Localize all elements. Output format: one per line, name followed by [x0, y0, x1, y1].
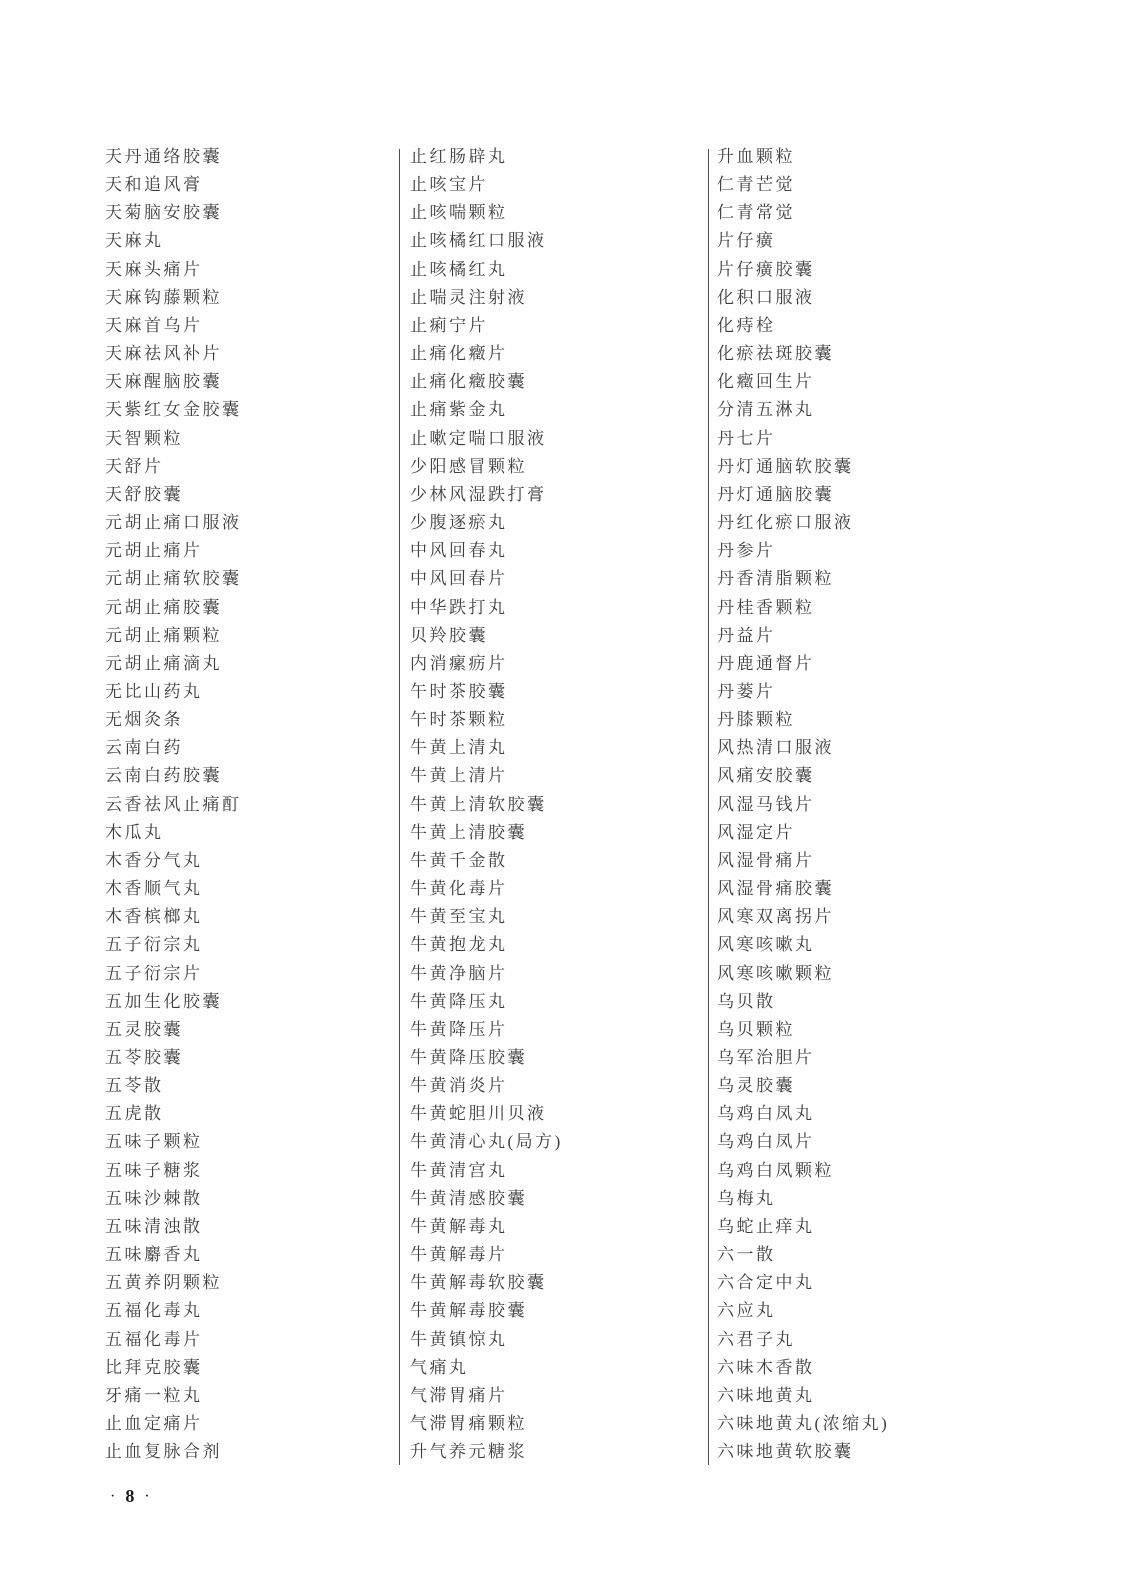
list-item: 元胡止痛颗粒	[105, 625, 222, 645]
list-item: 六君子丸	[717, 1329, 795, 1349]
list-item: 牛黄清宫丸	[410, 1160, 508, 1180]
page-number-dot-right: ·	[144, 1487, 150, 1505]
list-item: 乌蛇止痒丸	[717, 1216, 815, 1236]
list-item: 五味清浊散	[105, 1216, 203, 1236]
list-item: 五味子糖浆	[105, 1160, 203, 1180]
list-item: 止嗽定喘口服液	[410, 428, 547, 448]
list-item: 元胡止痛口服液	[105, 513, 242, 533]
list-item: 五灵胶囊	[105, 1019, 183, 1039]
list-item: 仁青芒觉	[717, 175, 795, 195]
list-item: 天丹通络胶囊	[105, 147, 222, 166]
list-item: 五子衍宗丸	[105, 935, 203, 955]
list-item: 五苓胶囊	[105, 1048, 183, 1067]
list-item: 乌灵胶囊	[717, 1076, 795, 1096]
list-item: 气滞胃痛片	[410, 1385, 508, 1405]
list-item: 牛黄解毒软胶囊	[410, 1273, 547, 1293]
list-item: 天菊脑安胶囊	[105, 203, 222, 223]
list-item: 丹红化瘀口服液	[717, 513, 854, 533]
list-item: 天麻祛风补片	[105, 344, 222, 364]
list-item: 六味地黄丸	[717, 1385, 815, 1405]
column-divider-right	[708, 149, 709, 1465]
list-item: 云南白药胶囊	[105, 766, 222, 786]
list-item: 牛黄上清胶囊	[410, 822, 527, 842]
list-item: 丹蒌片	[717, 681, 776, 701]
list-item: 牛黄至宝丸	[410, 907, 508, 927]
list-item: 木瓜丸	[105, 822, 164, 842]
list-item: 化积口服液	[717, 287, 815, 307]
index-column-1	[105, 143, 395, 1466]
list-item: 牛黄上清软胶囊	[410, 794, 547, 814]
list-item: 云香祛风止痛酊	[105, 794, 242, 814]
list-item: 六味地黄软胶囊	[717, 1442, 854, 1462]
list-item: 牛黄镇惊丸	[410, 1329, 508, 1349]
list-item: 木香分气丸	[105, 850, 203, 870]
list-item: 化癥回生片	[717, 372, 815, 392]
list-item: 云南白药	[105, 738, 183, 758]
list-item: 木香顺气丸	[105, 879, 203, 899]
list-item: 仁青常觉	[717, 203, 795, 223]
list-item: 天舒胶囊	[105, 484, 183, 504]
list-item: 五虎散	[105, 1104, 164, 1124]
list-item: 天紫红女金胶囊	[105, 400, 242, 420]
list-item: 止血复脉合剂	[105, 1442, 222, 1462]
list-item: 乌鸡白凤片	[717, 1132, 815, 1152]
list-item: 牛黄蛇胆川贝液	[410, 1104, 547, 1124]
page-number-value: 8	[125, 1486, 135, 1506]
list-item: 化瘀祛斑胶囊	[717, 344, 834, 364]
list-item: 止血定痛片	[105, 1414, 203, 1434]
list-item: 风寒咳嗽颗粒	[717, 963, 834, 983]
list-item: 六一散	[717, 1245, 776, 1265]
list-item: 化痔栓	[717, 315, 776, 335]
list-item: 五黄养阴颗粒	[105, 1273, 222, 1293]
list-item: 五加生化胶囊	[105, 991, 222, 1011]
list-item: 六味地黄丸(浓缩丸)	[717, 1414, 890, 1434]
list-item: 丹桂香颗粒	[717, 597, 815, 617]
list-item: 止咳喘颗粒	[410, 203, 508, 223]
list-item: 丹鹿通督片	[717, 653, 815, 673]
list-item: 止红肠辟丸	[410, 147, 508, 166]
list-item: 牛黄降压胶囊	[410, 1048, 527, 1067]
list-item: 止咳橘红口服液	[410, 231, 547, 251]
list-item: 牛黄清心丸(局方)	[410, 1132, 563, 1152]
list-item: 牛黄清感胶囊	[410, 1188, 527, 1208]
list-item: 天麻醒脑胶囊	[105, 372, 222, 392]
page-number-dot-left: ·	[110, 1487, 116, 1505]
list-item: 元胡止痛滴丸	[105, 653, 222, 673]
list-item: 风湿马钱片	[717, 794, 815, 814]
list-item: 五味子颗粒	[105, 1132, 203, 1152]
list-item: 六合定中丸	[717, 1273, 815, 1293]
list-item: 乌贝颗粒	[717, 1019, 795, 1039]
list-item: 止痛化癥片	[410, 344, 508, 364]
list-item: 丹参片	[717, 541, 776, 561]
list-item: 五味沙棘散	[105, 1188, 203, 1208]
list-item: 元胡止痛胶囊	[105, 597, 222, 617]
list-item: 丹香清脂颗粒	[717, 569, 834, 589]
list-item: 止痢宁片	[410, 315, 488, 335]
list-item: 升气养元糖浆	[410, 1442, 527, 1462]
list-item: 丹七片	[717, 428, 776, 448]
list-item: 丹益片	[717, 625, 776, 645]
list-item: 六味木香散	[717, 1357, 815, 1377]
list-item: 天麻钩藤颗粒	[105, 287, 222, 307]
list-item: 天麻首乌片	[105, 315, 203, 335]
list-item: 五福化毒片	[105, 1329, 203, 1349]
list-item: 牛黄降压丸	[410, 991, 508, 1011]
list-item: 气滞胃痛颗粒	[410, 1414, 527, 1434]
index-column-3	[717, 143, 1007, 1466]
list-item: 片仔癀	[717, 231, 776, 251]
list-item: 丹灯通脑软胶囊	[717, 456, 854, 476]
list-item: 片仔癀胶囊	[717, 259, 815, 279]
list-item: 气痛丸	[410, 1357, 469, 1377]
list-item: 比拜克胶囊	[105, 1357, 203, 1377]
list-item: 天麻头痛片	[105, 259, 203, 279]
list-item: 无烟灸条	[105, 710, 183, 730]
list-item: 牛黄净脑片	[410, 963, 508, 983]
list-item: 中华跌打丸	[410, 597, 508, 617]
list-item: 乌鸡白凤丸	[717, 1104, 815, 1124]
list-item: 止咳宝片	[410, 175, 488, 195]
list-item: 止痛化癥胶囊	[410, 372, 527, 392]
list-item: 少阳感冒颗粒	[410, 456, 527, 476]
column-divider-left	[399, 149, 400, 1465]
list-item: 天智颗粒	[105, 428, 183, 448]
list-item: 天舒片	[105, 456, 164, 476]
list-item: 止咳橘红丸	[410, 259, 508, 279]
list-item: 牛黄消炎片	[410, 1076, 508, 1096]
list-item: 无比山药丸	[105, 681, 203, 701]
list-item: 五子衍宗片	[105, 963, 203, 983]
list-item: 贝羚胶囊	[410, 625, 488, 645]
list-item: 牛黄降压片	[410, 1019, 508, 1039]
list-item: 午时茶颗粒	[410, 710, 508, 730]
list-item: 风痛安胶囊	[717, 766, 815, 786]
list-item: 乌军治胆片	[717, 1048, 815, 1067]
page-number	[110, 1486, 150, 1507]
list-item: 元胡止痛片	[105, 541, 203, 561]
list-item: 风寒咳嗽丸	[717, 935, 815, 955]
list-item: 木香槟榔丸	[105, 907, 203, 927]
list-item: 中风回春片	[410, 569, 508, 589]
list-item: 元胡止痛软胶囊	[105, 569, 242, 589]
list-item: 五味麝香丸	[105, 1245, 203, 1265]
list-item: 丹灯通脑胶囊	[717, 484, 834, 504]
list-item: 内消瘰疬片	[410, 653, 508, 673]
list-item: 升血颗粒	[717, 147, 795, 166]
list-item: 少林风湿跌打膏	[410, 484, 547, 504]
list-item: 风热清口服液	[717, 738, 834, 758]
list-item: 少腹逐瘀丸	[410, 513, 508, 533]
list-item: 牛黄解毒胶囊	[410, 1301, 527, 1321]
list-item: 风湿骨痛片	[717, 850, 815, 870]
list-item: 天和追风膏	[105, 175, 203, 195]
list-item: 风湿定片	[717, 822, 795, 842]
list-item: 风寒双离拐片	[717, 907, 834, 927]
list-item: 五苓散	[105, 1076, 164, 1096]
list-item: 乌梅丸	[717, 1188, 776, 1208]
drug-index-list	[0, 143, 1133, 1473]
list-item: 牛黄化毒片	[410, 879, 508, 899]
list-item: 中风回春丸	[410, 541, 508, 561]
list-item: 牛黄千金散	[410, 850, 508, 870]
list-item: 止痛紫金丸	[410, 400, 508, 420]
list-item: 牛黄抱龙丸	[410, 935, 508, 955]
index-column-2	[410, 143, 700, 1466]
list-item: 五福化毒丸	[105, 1301, 203, 1321]
list-item: 六应丸	[717, 1301, 776, 1321]
list-item: 牛黄解毒丸	[410, 1216, 508, 1236]
list-item: 分清五淋丸	[717, 400, 815, 420]
list-item: 丹膝颗粒	[717, 710, 795, 730]
list-item: 牛黄上清片	[410, 766, 508, 786]
list-item: 乌贝散	[717, 991, 776, 1011]
list-item: 牛黄解毒片	[410, 1245, 508, 1265]
list-item: 风湿骨痛胶囊	[717, 879, 834, 899]
list-item: 午时茶胶囊	[410, 681, 508, 701]
list-item: 止喘灵注射液	[410, 287, 527, 307]
list-item: 天麻丸	[105, 231, 164, 251]
list-item: 牙痛一粒丸	[105, 1385, 203, 1405]
list-item: 牛黄上清丸	[410, 738, 508, 758]
list-item: 乌鸡白凤颗粒	[717, 1160, 834, 1180]
